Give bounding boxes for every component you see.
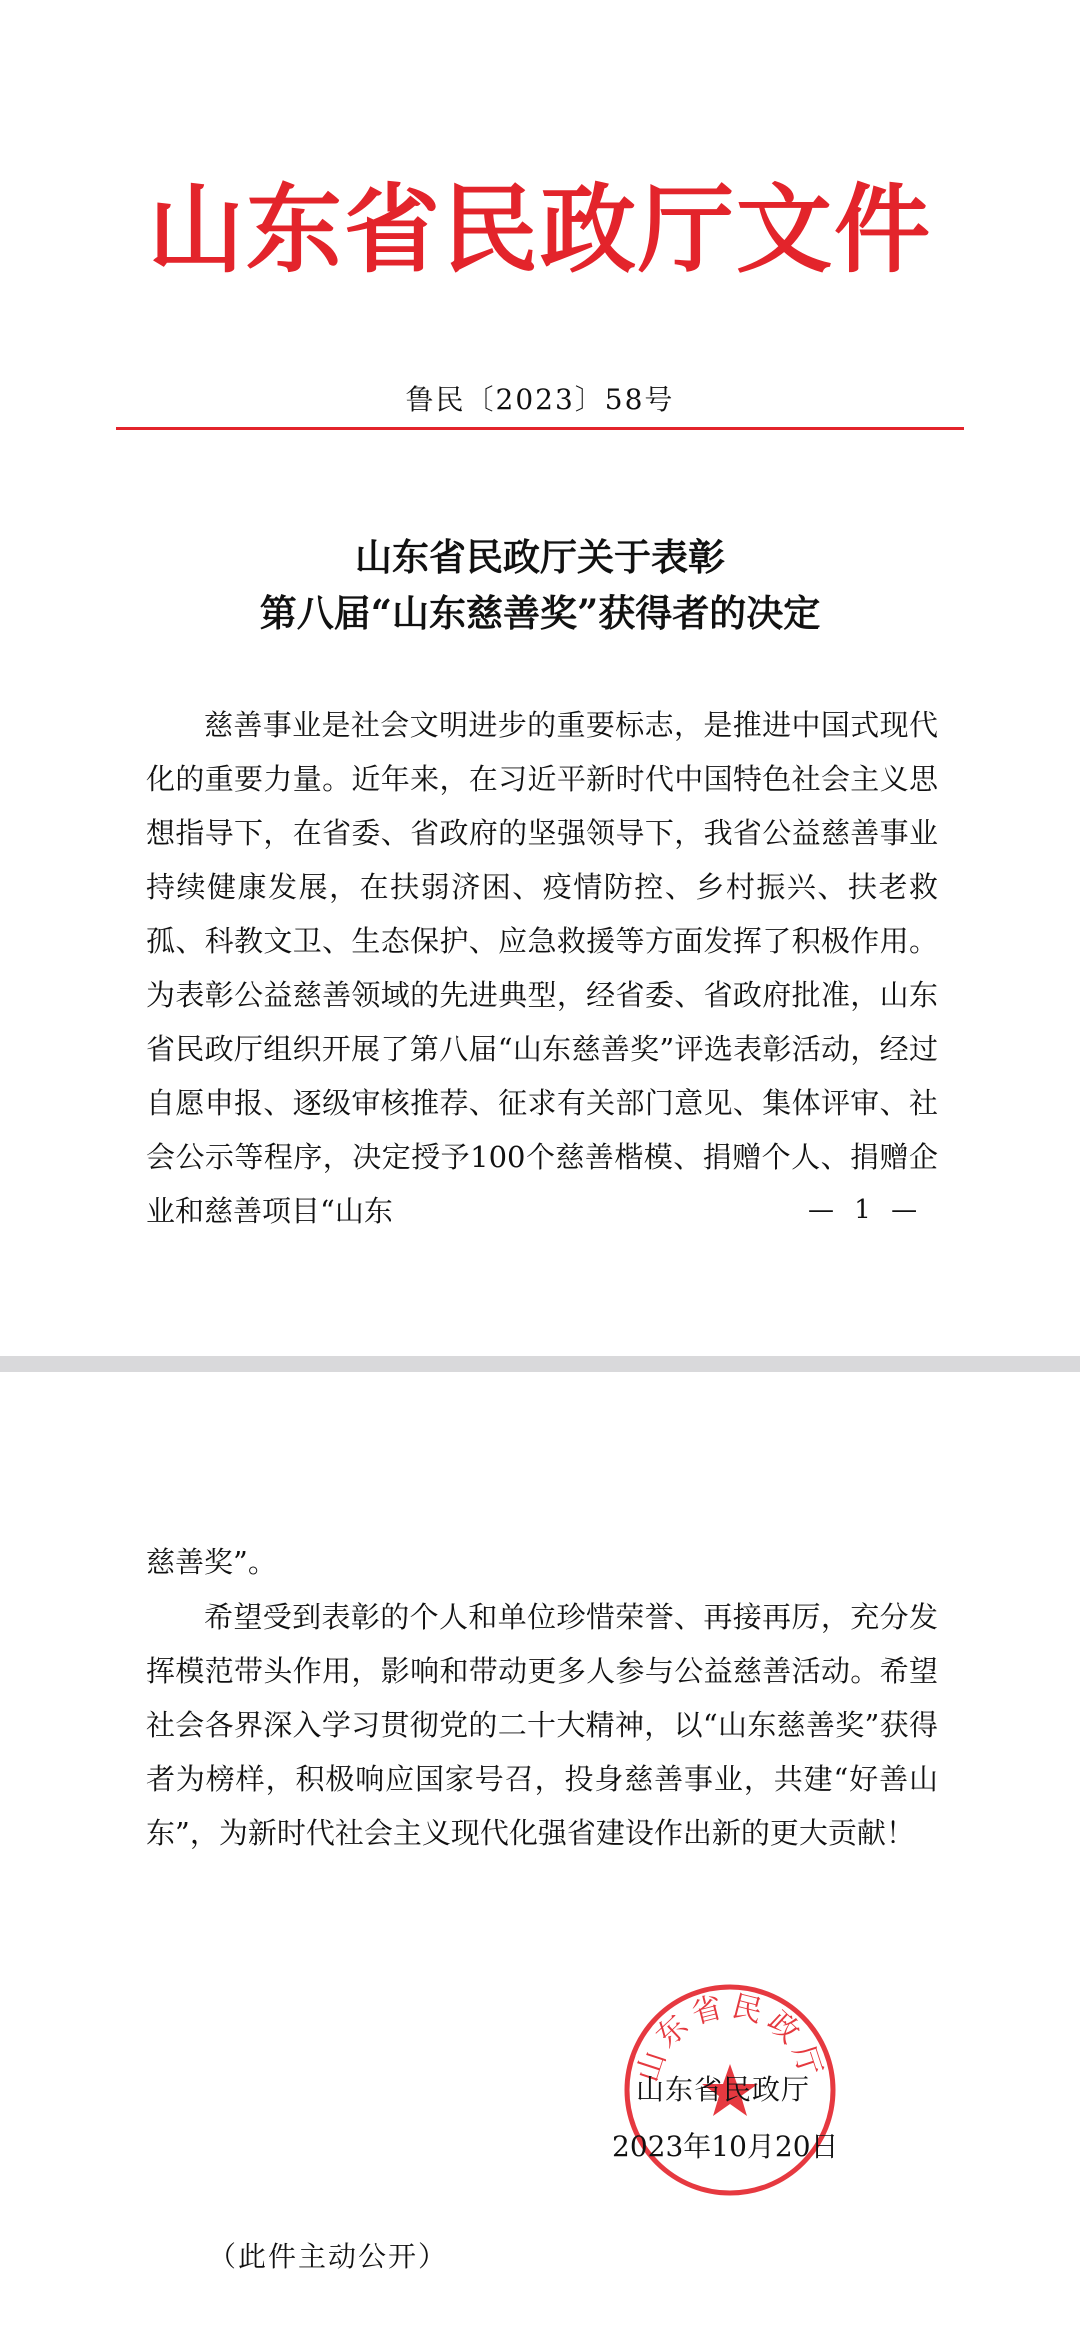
red-header-rule bbox=[116, 427, 964, 430]
seal-text: 山东省民政厅 bbox=[630, 1988, 830, 2087]
signing-organization: 山东省民政厅 bbox=[636, 2073, 811, 2106]
signing-date: 2023年10月20日 bbox=[612, 2130, 839, 2163]
document-title-line-2: 第八届“山东慈善奖”获得者的决定 bbox=[259, 591, 821, 635]
body-paragraph-2: 希望受到表彰的个人和单位珍惜荣誉、再接再厉，充分发挥模范带头作用，影响和带动更多人参与公益慈善活动。希望社会各界深入学习贯彻党的二十大精神，以“山东慈善奖”获得者为榜样，积极响应国家号召，投身慈善事业，共建“好善山东”，为新时代社会主义现代化强省建设作出新的更大贡献！ bbox=[146, 1600, 938, 1850]
issuer-header-title: 山东省民政厅文件 bbox=[148, 174, 932, 286]
disclosure-note: （此件主动公开） bbox=[208, 2240, 449, 2273]
body-paragraph-1-continued: 慈善奖”。 bbox=[146, 1545, 277, 1579]
document-number: 鲁民〔2023〕58号 bbox=[405, 383, 675, 416]
document-title-line-1: 山东省民政厅关于表彰 bbox=[355, 535, 725, 579]
page-number: — 1 — bbox=[808, 1195, 924, 1225]
body-paragraph-1: 慈善事业是社会文明进步的重要标志，是推进中国式现代化的重要力量。近年来，在习近平新时代中国特色社会主义思想指导下，在省委、省政府的坚强领导下，我省公益慈善事业持续健康发展，在扶弱济困、疫情防控、乡村振兴、扶老救孤、科教文卫、生态保护、应急救援等方面发挥了积极作用。为表彰公益慈善领域的先进典型，经省委、省政府批准，山东省民政厅组织开展了第八届“山东慈善奖”评选表彰活动，经过自愿申报、逐级审核推荐、征求有关部门意见、集体评审、社会公示等程序，决定授予100个慈善楷模、捐赠个人、捐赠企业和慈善项目“山东 bbox=[146, 708, 938, 1228]
